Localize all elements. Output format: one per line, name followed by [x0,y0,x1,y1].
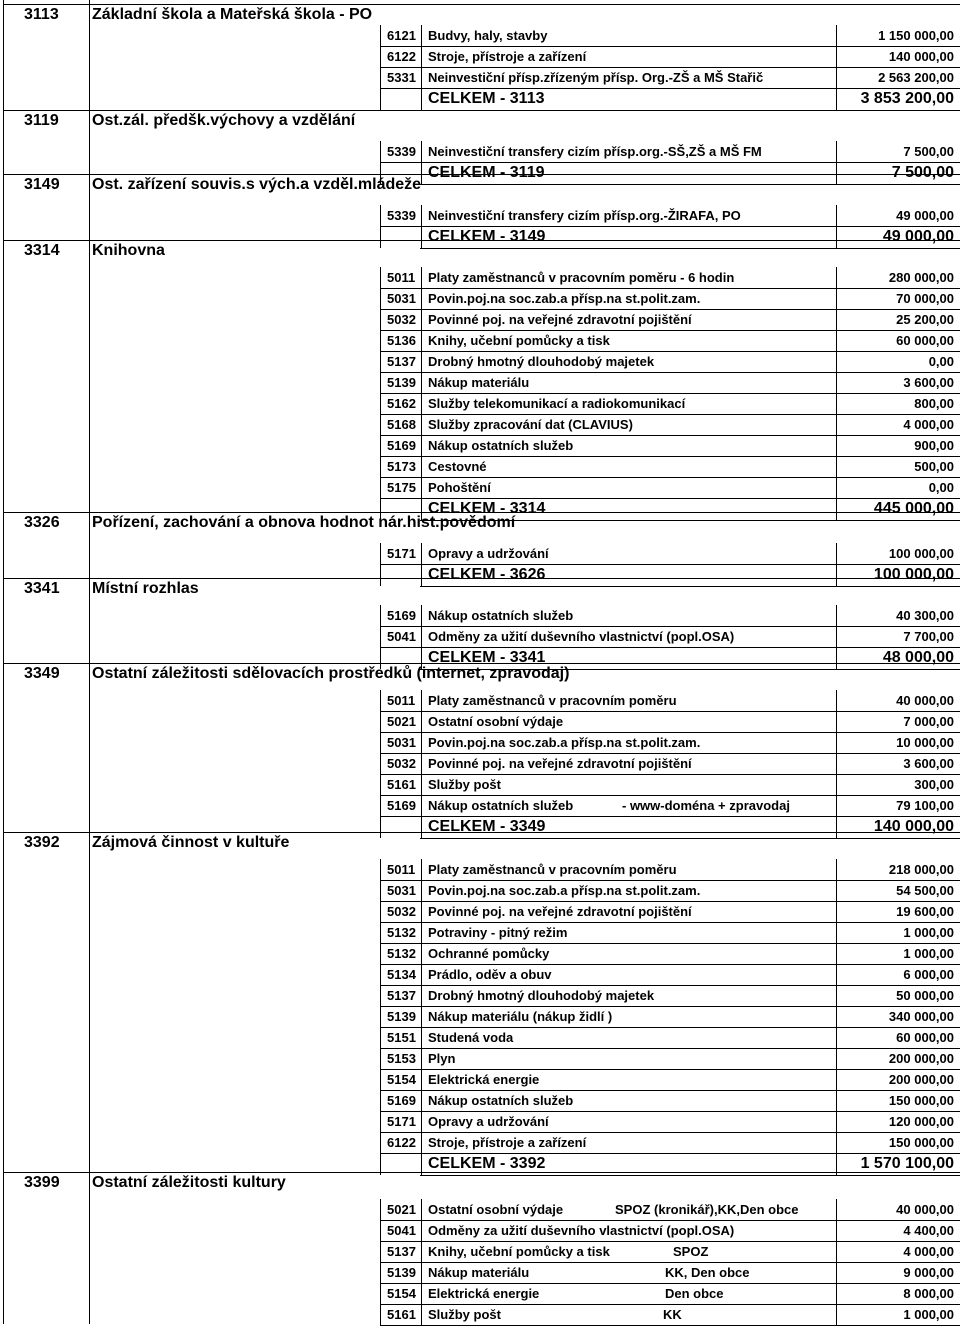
line-item [0,985,960,1006]
item-description: Potraviny - pitný režim [428,925,568,940]
item-amount: 0,00 [928,354,954,369]
item-amount: 40 300,00 [896,608,954,623]
item-description: Knihy, učební pomůcky a tisk [428,1244,610,1259]
section-name: Ost.zál. předšk.výchovy a vzdělání [92,112,356,129]
line-item [0,309,960,330]
item-description: Ostatní osobní výdaje [428,714,564,729]
line-item [0,880,960,901]
item-amount: 4 000,00 [903,417,954,432]
item-amount: 49 000,00 [896,208,954,223]
item-note: KK, Den obce [665,1265,750,1280]
item-code: 5031 [387,735,416,750]
item-amount: 40 000,00 [896,693,954,708]
section-code: 3349 [24,665,60,682]
item-code: 5011 [387,270,416,285]
item-amount: 9 000,00 [903,1265,954,1280]
item-description: Ochranné pomůcky [428,946,550,961]
item-code-col-left [380,859,381,1175]
item-amount: 1 000,00 [903,1307,954,1322]
item-amount: 200 000,00 [888,1072,954,1087]
section-code: 3149 [24,176,60,193]
total-amount: 3 853 200,00 [860,90,954,107]
line-item [0,477,960,498]
item-amount: 10 000,00 [896,735,954,750]
section-code: 3314 [24,242,60,259]
item-code: 5032 [387,312,416,327]
item-code: 5031 [387,883,416,898]
item-description: Služby telekomunikací a radiokomunikací [428,396,686,411]
item-description: Elektrická energie [428,1286,540,1301]
line-item [0,435,960,456]
item-code: 5151 [387,1030,416,1045]
item-amount: 1 000,00 [903,925,954,940]
total-amount: 49 000,00 [882,228,954,245]
line-item [0,753,960,774]
item-code: 5021 [387,1202,416,1217]
item-code: 5175 [387,480,416,495]
total-label: CELKEM - 3349 [428,818,546,835]
line-item [0,1069,960,1090]
item-code: 5168 [387,417,416,432]
item-code: 6122 [387,49,416,64]
item-description: Povin.poj.na soc.zab.a přísp.na st.polit.zam. [428,291,701,306]
section-total [0,88,960,110]
item-description: Nákup ostatních služeb [428,798,574,813]
amount-col-left [836,605,837,669]
line-item [0,414,960,435]
item-description: Nákup ostatních služeb [428,608,574,623]
line-item [0,46,960,67]
total-amount: 1 570 100,00 [860,1155,954,1172]
item-description: Opravy a udržování [428,546,549,561]
item-code: 5139 [387,375,416,390]
line-item [0,943,960,964]
line-item [0,288,960,309]
line-item [0,330,960,351]
total-amount: 140 000,00 [873,818,954,835]
line-item [0,626,960,647]
line-item [0,732,960,753]
section-header [0,174,960,195]
total-label: CELKEM - 3341 [428,649,546,666]
item-amount: 7 000,00 [903,714,954,729]
item-code: 5139 [387,1009,416,1024]
total-amount: 7 500,00 [891,164,954,181]
item-code: 5011 [387,693,416,708]
item-amount: 120 000,00 [888,1114,954,1129]
item-note: - www-doména + zpravodaj [622,798,790,813]
item-code: 5161 [387,1307,416,1322]
line-item [0,690,960,711]
section-code: 3399 [24,1174,60,1191]
section-header [0,4,960,25]
item-code: 5171 [387,546,416,561]
line-item [0,859,960,880]
item-description: Plyn [428,1051,456,1066]
total-label: CELKEM - 3626 [428,566,546,583]
item-amount: 500,00 [914,459,954,474]
section-name: Knihovna [92,242,165,259]
line-item [0,1090,960,1111]
section-name: Zájmová činnost v kultuře [92,834,290,851]
section-top-line [3,512,960,513]
item-description: Elektrická energie [428,1072,540,1087]
item-amount: 60 000,00 [896,333,954,348]
total-label: CELKEM - 3149 [428,228,546,245]
total-label: CELKEM - 3119 [428,164,545,181]
item-description: Pohoštění [428,480,491,495]
total-amount: 100 000,00 [873,566,954,583]
section-top-line [3,1172,960,1173]
total-label: CELKEM - 3314 [428,500,546,517]
item-note: SPOZ [673,1244,709,1259]
item-amount: 1 000,00 [903,946,954,961]
item-amount: 340 000,00 [888,1009,954,1024]
item-code: 5132 [387,946,416,961]
total-label: CELKEM - 3392 [428,1155,546,1172]
item-code: 5041 [387,1223,416,1238]
item-code: 5132 [387,925,416,940]
section-header [0,663,960,684]
item-description: Odměny za užití duševního vlastnictví (popl.OSA) [428,629,735,644]
item-code: 5173 [387,459,416,474]
item-note: Den obce [665,1286,724,1301]
item-amount: 150 000,00 [888,1135,954,1150]
section-header [0,832,960,853]
section-header [0,110,960,131]
line-item [0,141,960,162]
line-item [0,774,960,795]
line-item [0,67,960,88]
item-code: 5031 [387,291,416,306]
item-code-col-left [380,25,381,110]
item-code: 5134 [387,967,416,982]
line-item [0,1006,960,1027]
item-amount: 2 563 200,00 [878,70,954,85]
item-description: Nákup ostatních služeb [428,1093,574,1108]
item-amount: 280 000,00 [888,270,954,285]
item-note: SPOZ (kronikář),KK,Den obce [615,1202,799,1217]
section-code: 3326 [24,514,60,531]
item-description: Povin.poj.na soc.zab.a přísp.na st.polit.zam. [428,735,701,750]
line-item [0,605,960,626]
item-amount: 25 200,00 [896,312,954,327]
item-code: 6122 [387,1135,416,1150]
section-top-line [3,578,960,579]
item-description: Povinné poj. na veřejné zdravotní pojištění [428,312,692,327]
amount-col-left [836,690,837,838]
line-item [0,795,960,816]
amount-col-left [836,25,837,110]
item-description: Nákup ostatních služeb [428,438,574,453]
item-description: Povin.poj.na soc.zab.a přísp.na st.polit.zam. [428,883,701,898]
item-code: 5021 [387,714,416,729]
item-amount: 200 000,00 [888,1051,954,1066]
item-amount: 79 100,00 [896,798,954,813]
section-header [0,240,960,261]
item-amount: 4 400,00 [903,1223,954,1238]
item-amount: 3 600,00 [903,756,954,771]
section-top-line [3,663,960,664]
item-desc-col-left [421,1199,422,1325]
line-item [0,25,960,46]
item-description: Prádlo, oděv a obuv [428,967,552,982]
item-code-col-left [380,605,381,669]
item-amount: 150 000,00 [888,1093,954,1108]
section-name: Ostatní záležitosti sdělovacích prostředků (internet, zpravodaj) [92,665,570,682]
line-item [0,351,960,372]
item-description: Opravy a udržování [428,1114,549,1129]
item-desc-col-left [421,267,422,520]
item-description: Drobný hmotný dlouhodobý majetek [428,354,655,369]
line-item [0,922,960,943]
item-description: Drobný hmotný dlouhodobý majetek [428,988,655,1003]
item-code: 5137 [387,988,416,1003]
item-code: 5154 [387,1072,416,1087]
section-code: 3392 [24,834,60,851]
section-name: Základní škola a Mateřská škola - PO [92,6,373,23]
item-amount: 70 000,00 [896,291,954,306]
item-description: Studená voda [428,1030,514,1045]
item-amount: 60 000,00 [896,1030,954,1045]
total-amount: 445 000,00 [873,500,954,517]
item-amount: 19 600,00 [896,904,954,919]
item-description: Nákup materiálu [428,375,530,390]
item-code-col-left [380,267,381,520]
line-item [0,205,960,226]
item-description: Neinvestiční přísp.zřízeným přísp. Org.-ZŠ a MŠ Stařič [428,70,764,85]
item-note: KK [663,1307,682,1322]
line-item [0,372,960,393]
amount-col-left [836,267,837,520]
line-item [0,964,960,985]
section-top-line [3,4,960,5]
item-code: 5136 [387,333,416,348]
section-header [0,1172,960,1193]
item-desc-col-left [421,690,422,838]
item-amount: 3 600,00 [903,375,954,390]
line-item [0,543,960,564]
section-code: 3341 [24,580,60,597]
line-item [0,901,960,922]
total-amount: 48 000,00 [882,649,954,666]
item-amount: 4 000,00 [903,1244,954,1259]
line-item [0,1199,960,1220]
item-description: Cestovné [428,459,487,474]
item-code: 5154 [387,1286,416,1301]
line-item [0,1132,960,1153]
item-code: 5169 [387,608,416,623]
section-code: 3119 [24,112,59,129]
item-code: 5339 [387,208,416,223]
item-amount: 54 500,00 [896,883,954,898]
item-code: 5032 [387,904,416,919]
item-description: Platy zaměstnanců v pracovním poměru [428,693,677,708]
item-description: Stroje, přístroje a zařízení [428,49,587,64]
item-code: 5161 [387,777,416,792]
line-item [0,1262,960,1283]
item-description: Odměny za užití duševního vlastnictví (popl.OSA) [428,1223,735,1238]
item-amount: 50 000,00 [896,988,954,1003]
item-desc-col-left [421,25,422,110]
section-top-line [3,832,960,833]
item-description: Stroje, přístroje a zařízení [428,1135,587,1150]
line-item [0,1111,960,1132]
amount-col-left [836,1199,837,1325]
item-amount: 800,00 [914,396,954,411]
item-code-col-left [380,1199,381,1325]
item-amount: 0,00 [928,480,954,495]
section-top-line [3,110,960,111]
item-code: 5041 [387,629,416,644]
line-item [0,1048,960,1069]
item-description: Služby pošt [428,1307,501,1322]
item-amount: 900,00 [914,438,954,453]
item-code: 5137 [387,1244,416,1259]
section-header [0,512,960,533]
item-desc-col-left [421,859,422,1175]
line-item [0,711,960,732]
item-code: 6121 [387,28,416,43]
section-name: Pořízení, zachování a obnova hodnot nár.hist.povědomí [92,514,516,531]
item-description: Neinvestiční transfery cizím přísp.org.-ŽIRAFA, PO [428,208,741,223]
item-description: Povinné poj. na veřejné zdravotní pojištění [428,756,692,771]
item-code: 5011 [387,862,416,877]
item-description: Knihy, učební pomůcky a tisk [428,333,610,348]
item-amount: 7 500,00 [903,144,954,159]
line-item [0,393,960,414]
item-code: 5169 [387,438,416,453]
item-desc-col-left [421,605,422,669]
item-amount: 1 150 000,00 [878,28,954,43]
section-header [0,578,960,599]
item-amount: 7 700,00 [903,629,954,644]
item-code: 5169 [387,1093,416,1108]
line-item [0,456,960,477]
item-description: Neinvestiční transfery cizím přísp.org.-SŠ,ZŠ a MŠ FM [428,144,762,159]
section-name: Ostatní záležitosti kultury [92,1174,286,1191]
item-amount: 40 000,00 [896,1202,954,1217]
line-item [0,1027,960,1048]
section-code: 3113 [24,6,59,23]
item-amount: 6 000,00 [903,967,954,982]
item-description: Platy zaměstnanců v pracovním poměru [428,862,677,877]
item-description: Platy zaměstnanců v pracovním poměru - 6 hodin [428,270,735,285]
item-code: 5137 [387,354,416,369]
item-code: 5331 [387,70,416,85]
item-amount: 8 000,00 [903,1286,954,1301]
item-description: Povinné poj. na veřejné zdravotní pojištění [428,904,692,919]
item-code: 5339 [387,144,416,159]
item-description: Služby zpracování dat (CLAVIUS) [428,417,633,432]
item-description: Budvy, haly, stavby [428,28,548,43]
section-name: Místní rozhlas [92,580,199,597]
line-item [0,1283,960,1304]
line-item [0,267,960,288]
total-label: CELKEM - 3113 [428,90,545,107]
item-amount: 300,00 [914,777,954,792]
item-code: 5153 [387,1051,416,1066]
item-code: 5139 [387,1265,416,1280]
line-item [0,1220,960,1241]
section-top-line [3,174,960,175]
item-code-col-left [380,690,381,838]
item-amount: 218 000,00 [888,862,954,877]
amount-col-left [836,859,837,1175]
item-amount: 140 000,00 [888,49,954,64]
item-code: 5032 [387,756,416,771]
section-name: Ost. zařízení souvis.s vých.a vzděl.mládeže [92,176,422,193]
item-description: Služby pošt [428,777,501,792]
section-top-line [3,240,960,241]
line-item [0,1304,960,1325]
item-description: Nákup materiálu [428,1265,530,1280]
item-code: 5169 [387,798,416,813]
item-amount: 100 000,00 [888,546,954,561]
item-code: 5162 [387,396,416,411]
line-item [0,1241,960,1262]
item-description: Nákup materiálu (nákup židlí ) [428,1009,613,1024]
item-code: 5171 [387,1114,416,1129]
item-description: Ostatní osobní výdaje [428,1202,564,1217]
